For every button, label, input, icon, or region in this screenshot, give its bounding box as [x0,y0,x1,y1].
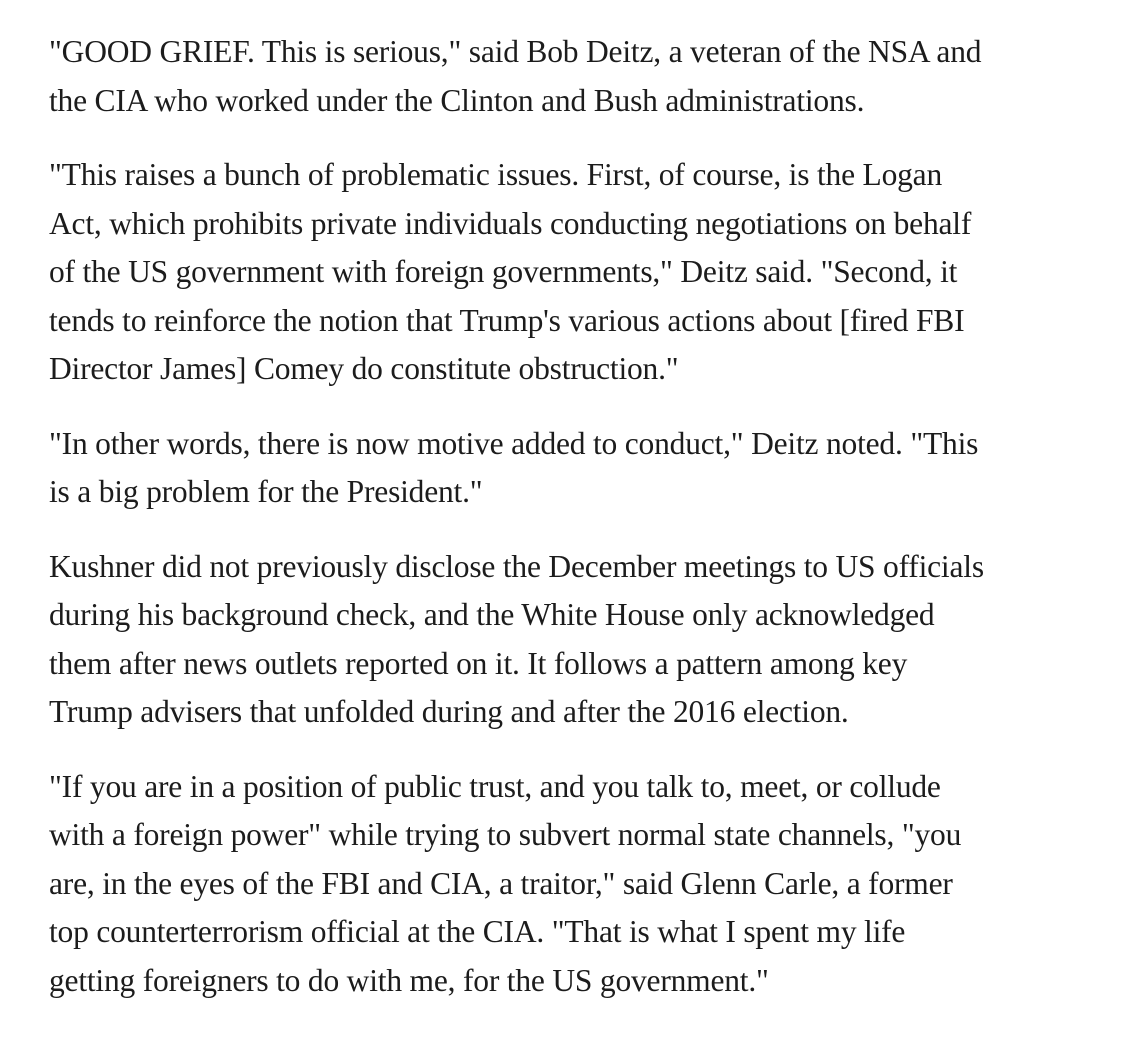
paragraph-line: of the US government with foreign governments," Deitz said. "Second, it [49,254,958,289]
paragraph-line: getting foreigners to do with me, for the US government." [49,962,769,998]
paragraph-line: with a foreign power" while trying to subvert normal state channels, "you [49,817,962,852]
paragraph-line: "This raises a bunch of problematic issues. First, of course, is the Logan [49,157,942,192]
paragraph-5 [49,763,1129,1006]
paragraph-line: the CIA who worked under the Clinton and Bush administrations. [49,82,865,118]
paragraph-line: top counterterrorism official at the CIA. "That is what I spent my life [49,914,906,949]
paragraph-line: Director James] Comey do constitute obstruction." [49,351,679,386]
paragraph-line: during his background check, and the White House only acknowledged [49,597,935,632]
paragraph-line: are, in the eyes of the FBI and CIA, a traitor," said Glenn Carle, a former [49,865,953,901]
paragraph-line: "If you are in a position of public trust, and you talk to, meet, or collude [49,768,941,804]
paragraph-3 [49,420,1129,517]
paragraph-line: "GOOD GRIEF. This is serious," said Bob Deitz, a veteran of the NSA and [49,34,982,69]
paragraph-2 [49,151,1129,394]
paragraph-4 [49,543,1129,737]
paragraph-1 [49,28,1129,125]
paragraph-line: tends to reinforce the notion that Trump's various actions about [fired FBI [49,302,965,338]
article-body [49,28,1129,1031]
paragraph-line: Kushner did not previously disclose the December meetings to US officials [49,548,984,584]
paragraph-line: Act, which prohibits private individuals conducting negotiations on behalf [49,205,972,241]
paragraph-line: Trump advisers that unfolded during and after the 2016 election. [49,694,849,729]
paragraph-line: "In other words, there is now motive added to conduct," Deitz noted. "This [49,425,979,461]
paragraph-line: them after news outlets reported on it. It follows a pattern among key [49,645,908,681]
paragraph-line: is a big problem for the President." [49,474,483,509]
